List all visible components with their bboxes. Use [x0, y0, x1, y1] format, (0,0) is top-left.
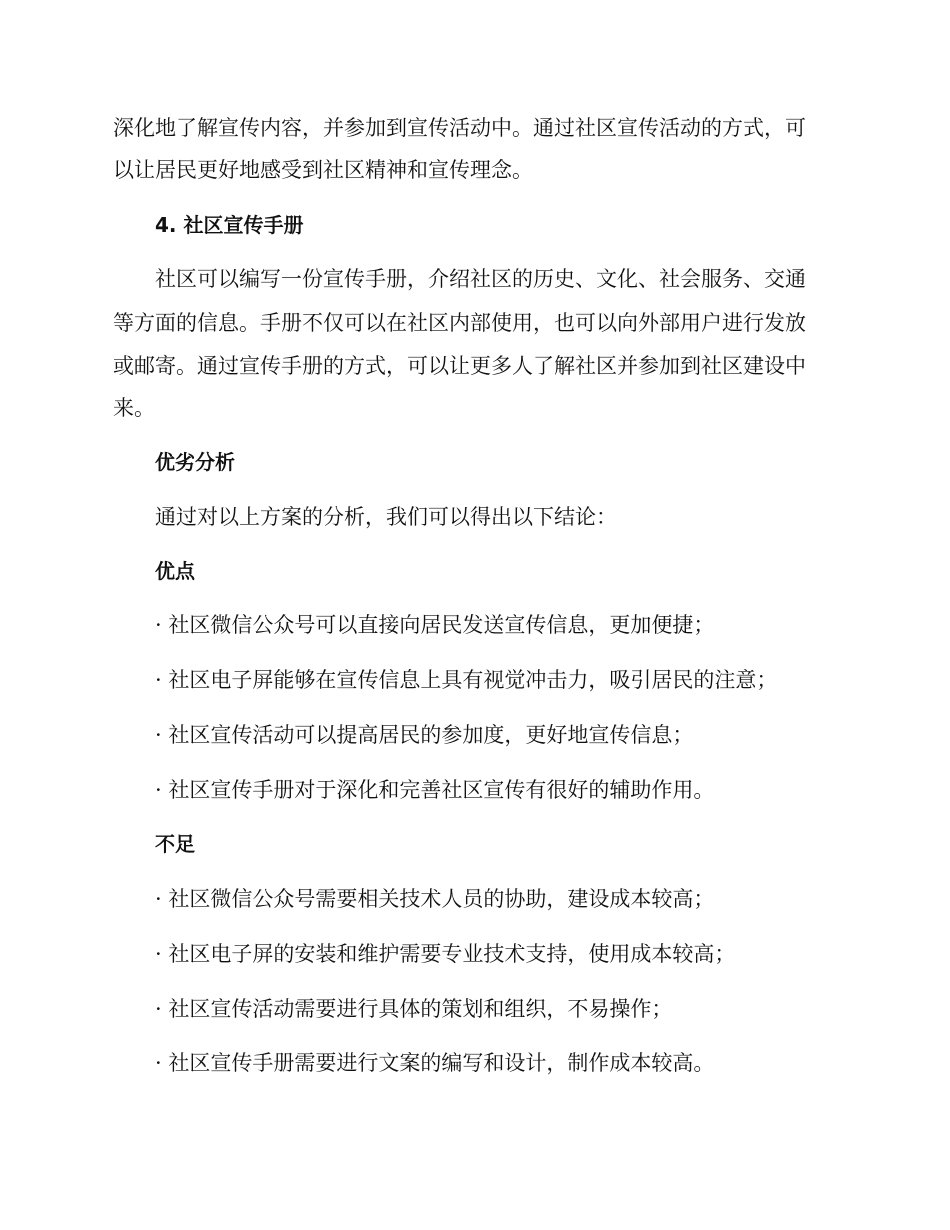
section-heading-analysis: 优劣分析	[155, 450, 235, 474]
intro-paragraph-line-1: 深化地了解宣传内容，并参加到宣传活动中。通过社区宣传活动的方式，可	[113, 116, 806, 140]
pros-list-item: · 社区电子屏能够在宣传信息上具有视觉冲击力，吸引居民的注意；	[155, 668, 778, 692]
brochure-paragraph-line-3: 或邮寄。通过宣传手册的方式，可以让更多人了解社区并参加到社区建设中	[113, 354, 806, 378]
intro-paragraph-line-2: 以让居民更好地感受到社区精神和宣传理念。	[113, 158, 533, 182]
pros-heading: 优点	[155, 559, 195, 583]
brochure-paragraph-line-4: 来。	[113, 396, 155, 420]
brochure-paragraph-line-2: 等方面的信息。手册不仅可以在社区内部使用，也可以向外部用户进行发放	[113, 311, 806, 335]
cons-list-item: · 社区宣传手册需要进行文案的编写和设计，制作成本较高。	[155, 1051, 715, 1075]
cons-heading: 不足	[155, 832, 195, 856]
analysis-summary: 通过对以上方案的分析，我们可以得出以下结论：	[155, 505, 617, 529]
pros-list-item: · 社区宣传手册对于深化和完善社区宣传有很好的辅助作用。	[155, 778, 715, 802]
cons-list-item: · 社区宣传活动需要进行具体的策划和组织，不易操作；	[155, 997, 673, 1021]
cons-list-item: · 社区微信公众号需要相关技术人员的协助，建设成本较高；	[155, 887, 715, 911]
cons-list-item: · 社区电子屏的安装和维护需要专业技术支持，使用成本较高；	[155, 942, 736, 966]
section-heading-brochure: 4. 社区宣传手册	[155, 213, 304, 237]
pros-list-item: · 社区宣传活动可以提高居民的参加度，更好地宣传信息；	[155, 723, 694, 747]
pros-list-item: · 社区微信公众号可以直接向居民发送宣传信息，更加便捷；	[155, 613, 715, 637]
brochure-paragraph-line-1: 社区可以编写一份宣传手册，介绍社区的历史、文化、社会服务、交通	[155, 267, 806, 291]
